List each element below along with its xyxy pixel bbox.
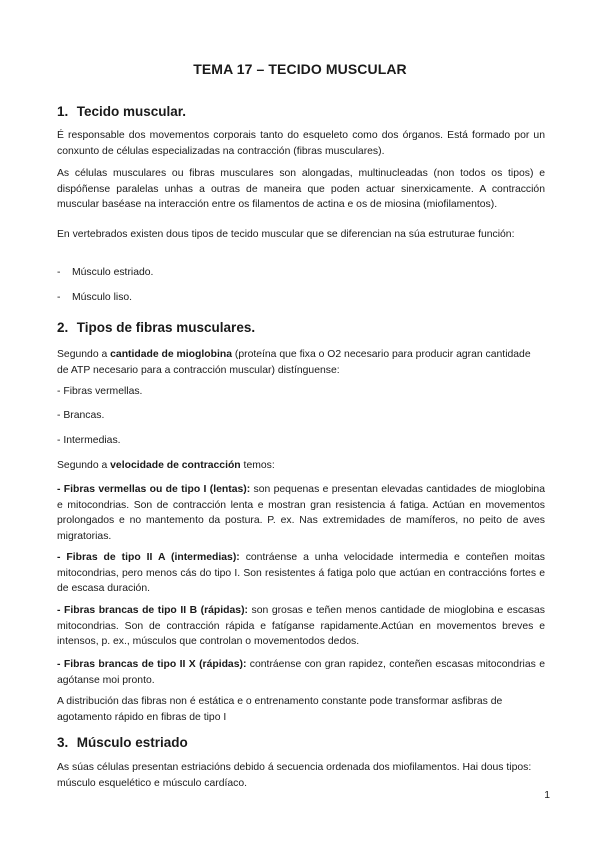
s2-list-item: - Brancas. [57,410,105,421]
s2-intro-2 [57,458,545,474]
fiber-type-red [57,482,545,544]
s2-list-item: - Fibras vermellas. [57,386,143,397]
s1-paragraph-3: En vertebrados existen dous tipos de tecido muscular que se diferencian na súa estruturae función: [57,229,515,240]
bold-term: - Fibras brancas de tipo II B (rápidas): [57,605,248,616]
list-dash: - [57,292,61,303]
section-3-number: 3. [57,735,69,750]
s1-list-item [57,290,132,306]
bold-term: velocidade de contracción [110,460,241,471]
bold-term: cantidade de mioglobina [110,349,232,360]
section-3-heading [57,735,188,750]
text-run: temos: [240,460,275,471]
bold-term: - Fibras vermellas ou de tipo I (lentas): [57,484,251,495]
section-2-heading [57,320,255,335]
page-number: 1 [544,790,550,801]
fiber-type-2b [57,603,545,650]
text-run: (proteína que fixa o O2 necesario para producir agran cantidade de ATP necesario para a contracción muscular) distínguense: [57,349,531,376]
section-2-number: 2. [57,320,69,335]
document-title: TEMA 17 – TECIDO MUSCULAR [193,61,407,77]
list-dash: - [57,267,61,278]
text-run: son pequenas e presentan elevadas cantidades de mioglobina e mitocondrias. Son de contracción lenta e mostran gran resistencia á fatiga. Actúan en movementos prolongados e no mantemento da postura. P. ex. Nas extremidades de mamíferos, no peito de aves migratorias. [57,484,545,542]
section-1-heading [57,104,186,119]
section-1-title: Tecido muscular. [76,104,187,119]
s2-closing-paragraph: A distribución das fibras non é estática e o entrenamento constante pode transformar asfibras de agotamento rápido en fibras de tipo I [57,696,503,723]
s1-paragraph-2: As células musculares ou fibras musculares son alongadas, multinucleadas (non todos os tipos) e dispóñense paralelas unhas a outras de maneira que poden actuar sinerxicamente. A contracción muscular baséase na interacción entre os filamentos de actina e os de miosina (miofilamentos). [57,168,545,210]
section-2-title: Tipos de fibras musculares. [76,320,256,335]
s2-list-item: - Intermedias. [57,435,121,446]
text-run: contráense con gran rapidez, conteñen escasas mitocondrias e agótanse moi pronto. [57,659,545,686]
s1-paragraph-1: É responsable dos movementos corporais tanto do esqueleto como dos órganos. Está formado por un conxunto de células especializadas na contracción (fibras musculares). [57,130,545,157]
text-run: son grosas e teñen menos cantidade de mioglobina e escasas mitocondrias. Son de contracción rápida e fatíganse rapidamente.Actúan en movementos breves e intensos, p. ex., músculos que controlan o movementodos dedos. [57,605,545,647]
bold-term: - Fibras brancas de tipo II X (rápidas): [57,659,247,670]
bold-term: - Fibras de tipo II A (intermedias): [57,552,240,563]
section-1-number: 1. [57,104,69,119]
s1-list-item [57,265,153,281]
list-item-text: Músculo liso. [72,292,133,303]
s2-intro-1 [57,347,545,378]
text-run: Segundo a [57,349,111,360]
text-run: contráense a unha velocidade intermedia e conteñen moitas mitocondrias, pero menos cás do tipo I. Son resistentes á fatiga polo que actúan en contraccións fortes e de escasa duración. [57,552,546,594]
list-item-text: Músculo estriado. [72,267,154,278]
section-3-title: Músculo estriado [76,735,188,750]
fiber-type-2a [57,550,545,597]
s3-paragraph-1: As súas células presentan estriacións debido á secuencia ordenada dos miofilamentos. Hai dous tipos: músculo esquelético e músculo cardíaco. [57,762,532,789]
text-run: Segundo a [57,460,111,471]
fiber-type-2x [57,657,545,688]
